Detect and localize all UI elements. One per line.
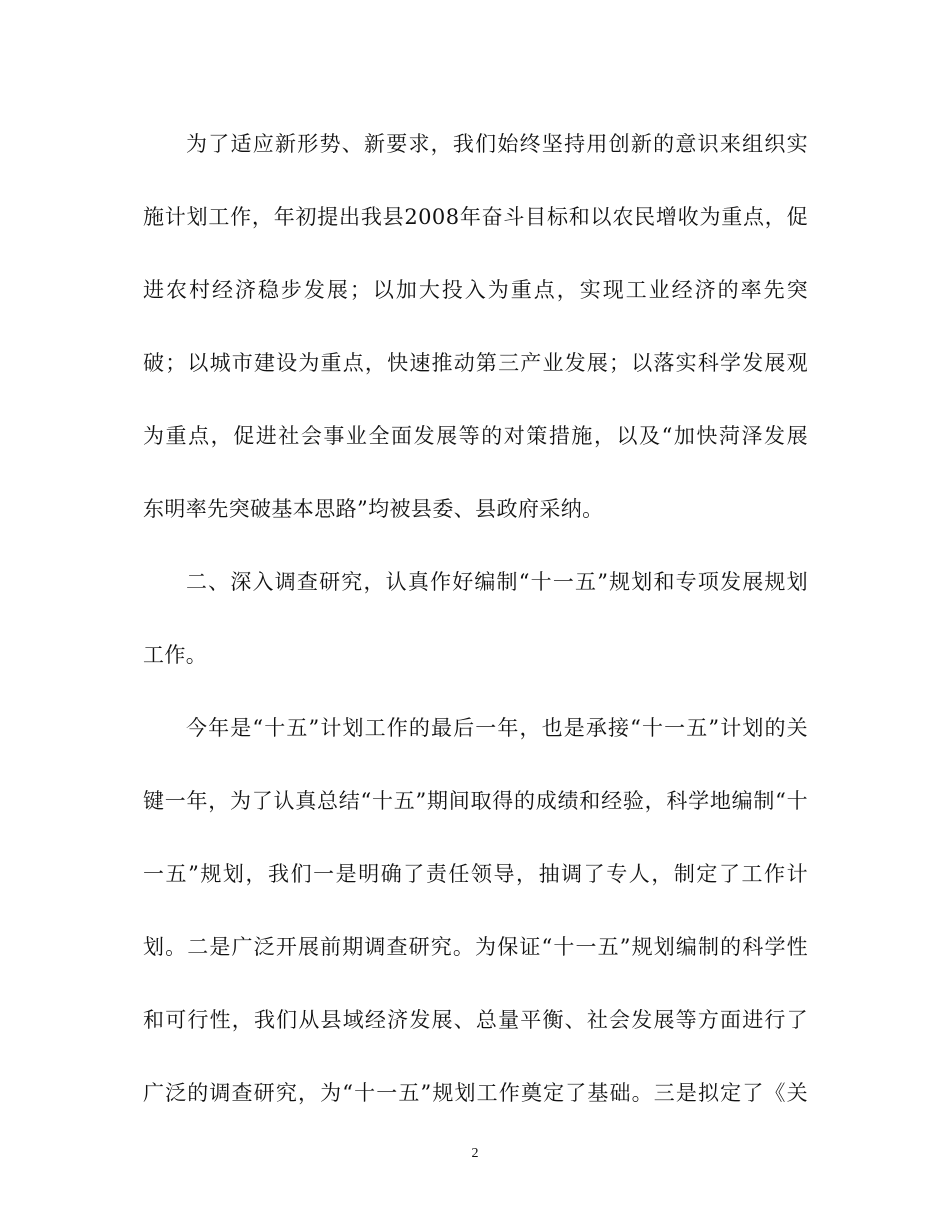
paragraph-line: 为重点，促进社会事业全面发展等的对策措施，以及“加快菏泽发展 xyxy=(143,424,808,448)
paragraph-line: 划。二是广泛开展前期调查研究。为保证“十一五”规划编制的科学性 xyxy=(143,935,808,959)
section-heading-line: 二、深入调查研究，认真作好编制“十一五”规划和专项发展规划 xyxy=(186,570,808,594)
section-heading-line: 工作。 xyxy=(143,643,208,667)
paragraph-line: 进农村经济稳步发展；以加大投入为重点，实现工业经济的率先突 xyxy=(143,278,808,302)
paragraph-line: 今年是“十五”计划工作的最后一年，也是承接“十一五”计划的关 xyxy=(186,716,808,740)
page-number: 2 xyxy=(471,1146,479,1161)
paragraph-line: 为了适应新形势、新要求，我们始终坚持用创新的意识来组织实 xyxy=(186,132,808,156)
paragraph-line: 施计划工作，年初提出我县2008年奋斗目标和以农民增收为重点，促 xyxy=(143,205,808,229)
paragraph-line: 广泛的调查研究，为“十一五”规划工作奠定了基础。三是拟定了《关 xyxy=(143,1081,808,1105)
paragraph-line: 一五”规划，我们一是明确了责任领导，抽调了专人，制定了工作计 xyxy=(143,862,808,886)
paragraph-line: 和可行性，我们从县域经济发展、总量平衡、社会发展等方面进行了 xyxy=(143,1008,808,1032)
paragraph-line: 破；以城市建设为重点，快速推动第三产业发展；以落实科学发展观 xyxy=(143,351,808,375)
paragraph-line: 东明率先突破基本思路”均被县委、县政府采纳。 xyxy=(143,497,604,521)
paragraph-line: 键一年，为了认真总结“十五”期间取得的成绩和经验，科学地编制“十 xyxy=(143,789,808,813)
